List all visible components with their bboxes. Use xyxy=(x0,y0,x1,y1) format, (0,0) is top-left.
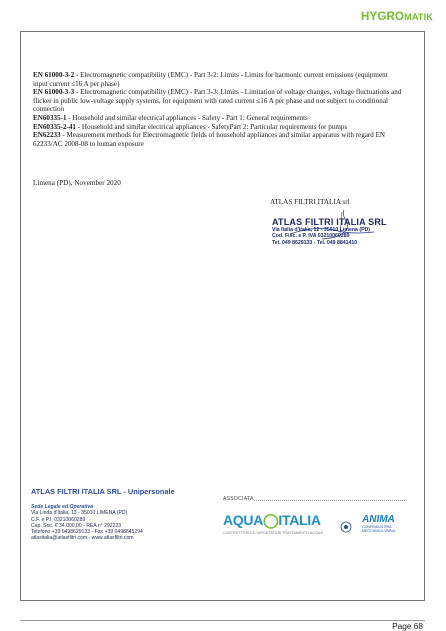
confindustria-emblem-icon xyxy=(340,521,352,533)
signature-company: ATLAS FILTRI ITALIA srl xyxy=(270,198,350,206)
divider xyxy=(254,500,405,501)
footer-line: C.F. e P.I. 03210060289 xyxy=(31,516,86,523)
standard-item: EN 61000-3-3 - Electromagnetic compatibility (EMC) - Part 3-3: Limits - Limitation of voltage changes, voltage fluctuations and flicker in public low-voltage supply systems, for equipment with rated current ≤16 A per phase and not subject to conditional connection xyxy=(33,88,402,114)
standard-item: EN60335-2-41 - Household and similar electrical appliances - SafetyPart 2: Particular requirements for pumps xyxy=(33,122,348,131)
stamp-tax: Cod. Fisc. e P. IVA 03210060289 xyxy=(272,233,350,240)
footer-line: Cap. Soc. € 34.000,00 - REA n° 292223 xyxy=(31,522,122,529)
footer-company-name: ATLAS FILTRI ITALIA SRL - Unipersonale xyxy=(31,487,175,496)
italia-word: ITALIA xyxy=(278,512,321,528)
standards-list xyxy=(33,71,403,148)
aqua-italia-logo xyxy=(223,512,323,535)
company-stamp xyxy=(272,217,402,261)
aqua-word: AQUA xyxy=(223,512,264,528)
stamp-phone: Tel. 049 8629133 - Tel. 049 8841410 xyxy=(272,239,358,246)
anima-sub1: CONFINDUSTRIA xyxy=(362,525,392,529)
anima-word: ANIMA xyxy=(362,514,395,525)
aqua-subtitle: COSTRUTTORI ED IMPORTATORI TRATTAMENTO ACQUA xyxy=(223,531,323,535)
brand-part2: MATIK xyxy=(404,12,433,22)
associata-label: ASSOCIATA xyxy=(223,496,254,502)
footer-company-info xyxy=(31,487,175,542)
standard-item: EN62233 - Measurement methods for Electromagnetic fields of household appliances and similar apparatus with regard EN 62233/AC 2008-08 to human exposure xyxy=(33,131,386,148)
anima-sub2: MECCANICA VARIA xyxy=(362,529,395,534)
standard-item: EN60335-1 - Household and similar electrical appliances - Safety - Part 1: General requirements xyxy=(33,113,308,122)
aqua-swirl-icon: ◯ xyxy=(263,512,279,528)
place-date: Limena (PD), November 2020 xyxy=(33,179,121,187)
footer-line: Sede Legale ed Operativa xyxy=(31,504,94,510)
anima-logo xyxy=(362,514,395,534)
footer-line: Via Linda d'Italia, 13 - 35010 LIMENA (PD) xyxy=(31,510,128,517)
stamp-address: Via Italia d'Italia, 12 - 35010 Limena (PD) xyxy=(272,227,371,233)
brand-part1: HYGRO xyxy=(361,11,405,23)
footer-divider xyxy=(20,620,425,621)
footer-line: atlasitalia@atlasfiltri.com - www.atlasfiltri.com xyxy=(31,535,134,542)
page-number: Page 68 xyxy=(392,621,423,631)
standard-item: EN 61000-3-2 - Electromagnetic compatibility (EMC) - Part 3-2: Limits - Limits for harmonic current emissions (equipment input current ≤16 A per phase) xyxy=(33,71,388,88)
stamp-name: ATLAS FILTRI ITALIA SRL xyxy=(272,217,387,227)
brand-logo xyxy=(361,11,433,23)
footer-line: Telefono +39 0498629133 - Fax +39 0498845294 xyxy=(31,529,143,536)
